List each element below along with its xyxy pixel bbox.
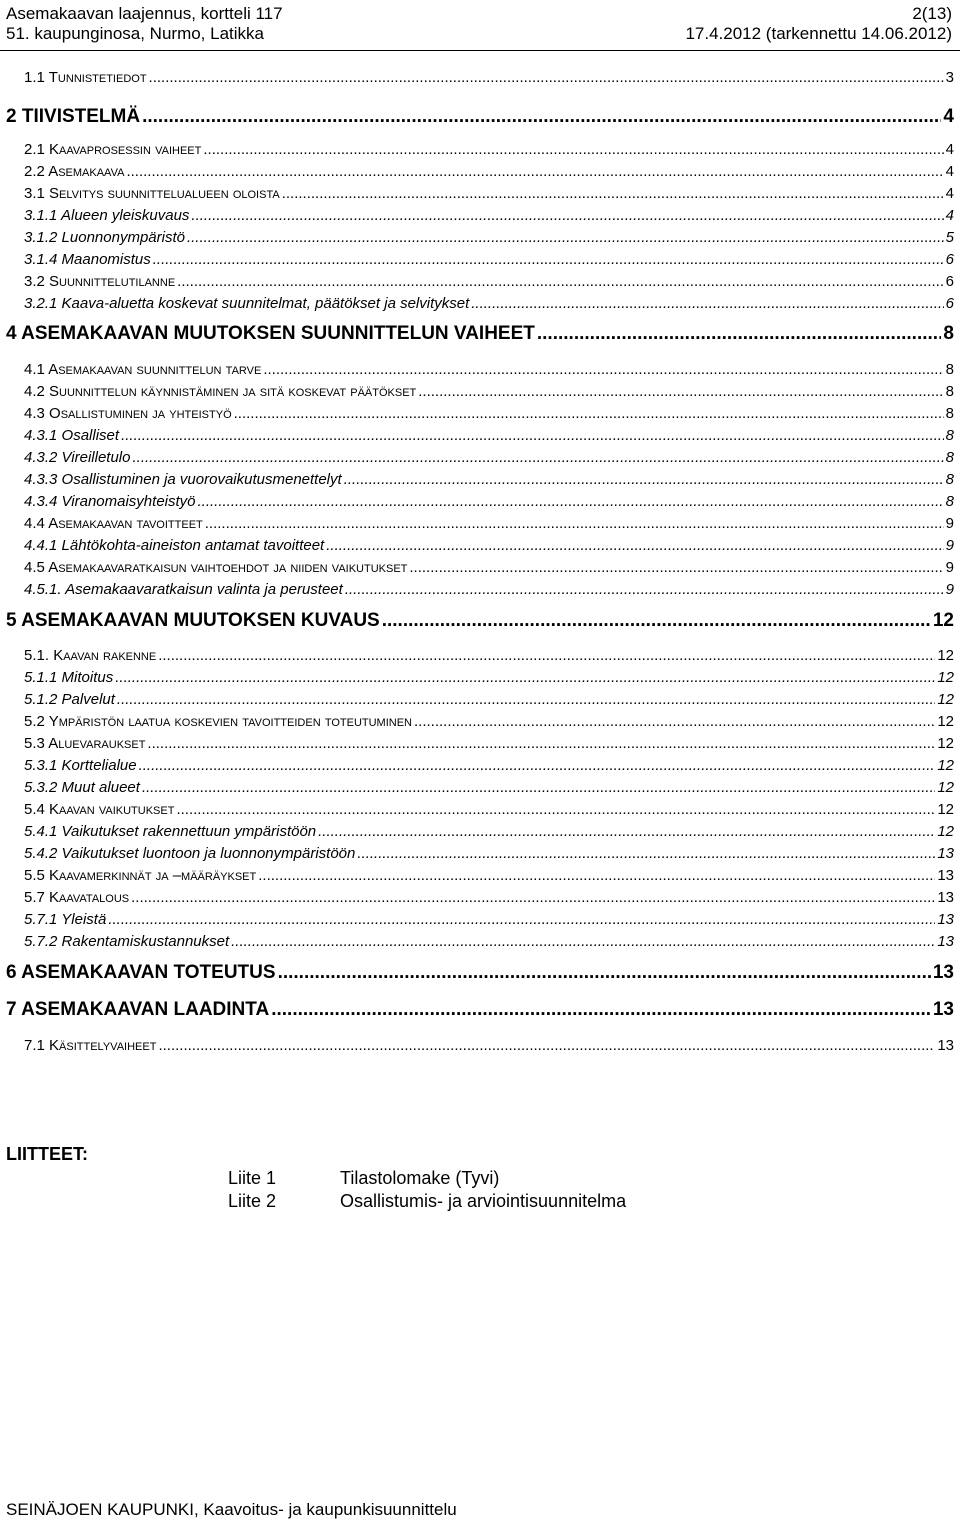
toc-entry-label [24, 470, 342, 490]
header-subtitle: 51. kaupunginosa, Nurmo, Latikka [6, 24, 264, 43]
toc-entry-page: 4 [943, 106, 954, 127]
toc-entry-label [24, 272, 175, 292]
toc-leader-dots [158, 1036, 935, 1056]
toc-entry-number: 1.1 [24, 69, 45, 86]
toc-entry-label [6, 997, 269, 1023]
toc-entry-page: 13 [937, 845, 954, 862]
toc-entry-page: 13 [937, 911, 954, 928]
toc-entry[interactable] [24, 844, 954, 864]
toc-leader-dots [115, 668, 935, 688]
toc-entry-label [24, 206, 189, 226]
toc-entry-page: 4 [945, 207, 954, 224]
toc-entry[interactable] [6, 608, 954, 634]
toc-entry[interactable] [24, 910, 954, 930]
toc-entry-number: 6 [6, 962, 17, 983]
toc-entry-number: 4.1 [24, 361, 45, 378]
toc-entry-title: Osallistuminen ja yhteistyö [49, 405, 232, 422]
toc-entry-label [24, 778, 140, 798]
toc-entry-label [24, 646, 156, 666]
toc-entry-title: Osallistuminen ja vuorovaikutusmenettelyt [61, 471, 342, 488]
toc-leader-dots [158, 646, 935, 666]
toc-entry-label [24, 250, 151, 270]
toc-entry-label [24, 68, 147, 88]
toc-entry-page: 9 [945, 559, 954, 576]
toc-entry-title: ASEMAKAAVAN MUUTOKSEN KUVAUS [21, 610, 380, 631]
toc-leader-dots [191, 206, 943, 226]
toc-entry[interactable] [24, 162, 954, 182]
toc-entry-number: 4.3.3 [24, 471, 58, 488]
header-page-number: 2(13) [912, 4, 952, 23]
toc-entry-number: 5.4 [24, 801, 45, 818]
toc-entry-page: 12 [937, 691, 954, 708]
toc-entry[interactable] [24, 646, 954, 666]
toc-entry-label [24, 756, 137, 776]
toc-entry-page: 12 [937, 801, 954, 818]
toc-leader-dots [147, 734, 935, 754]
toc-entry-label [24, 712, 412, 732]
toc-entry-title: Palvelut [61, 691, 115, 708]
toc-entry-page: 13 [932, 999, 954, 1020]
attachment-label: Liite 1 [228, 1168, 277, 1188]
toc-leader-dots [203, 140, 943, 160]
toc-entry[interactable] [24, 360, 954, 380]
toc-leader-dots [414, 712, 935, 732]
toc-entry-title: Asemakaavan tavoitteet [48, 515, 203, 532]
toc-leader-dots [344, 470, 944, 490]
toc-entry-number: 5 [6, 610, 17, 631]
toc-entry-number: 3.1.4 [24, 251, 58, 268]
toc-leader-dots [187, 228, 944, 248]
toc-entry[interactable] [6, 104, 954, 130]
toc-entry-title: Kaavan rakenne [53, 647, 157, 664]
toc-entry[interactable] [24, 140, 954, 160]
toc-entry-number: 5.7 [24, 889, 45, 906]
toc-entry[interactable] [24, 690, 954, 710]
toc-entry[interactable] [24, 250, 954, 270]
toc-entry[interactable] [24, 888, 954, 908]
toc-entry-page: 13 [937, 933, 954, 950]
header-rule [0, 50, 960, 51]
toc-entry-page: 4 [945, 185, 954, 202]
toc-entry-number: 2.2 [24, 163, 45, 180]
toc-entry-label [24, 514, 203, 534]
toc-entry[interactable] [24, 382, 954, 402]
toc-entry-number: 3.1 [24, 185, 45, 202]
toc-leader-dots [537, 321, 942, 347]
toc-entry-page: 13 [932, 962, 954, 983]
toc-entry-number: 7 [6, 999, 17, 1020]
toc-entry-number: 5.7.2 [24, 933, 58, 950]
toc-entry-page: 12 [937, 647, 954, 664]
toc-entry-label [24, 910, 106, 930]
toc-entry[interactable] [24, 558, 954, 578]
toc-leader-dots [345, 580, 944, 600]
toc-entry-title: Vaikutukset rakennettuun ympäristöön [61, 823, 317, 840]
toc-entry-page: 13 [937, 867, 954, 884]
toc-entry-number: 5.1.1 [24, 669, 58, 686]
toc-leader-dots [263, 360, 943, 380]
toc-entry-label [6, 960, 276, 986]
toc-entry[interactable] [24, 470, 954, 490]
toc-entry[interactable] [24, 294, 954, 314]
toc-entry[interactable] [24, 536, 954, 556]
toc-entry-title: Selvitys suunnittelualueen oloista [49, 185, 280, 202]
toc-entry-page: 8 [945, 427, 954, 444]
toc-leader-dots [126, 162, 943, 182]
toc-entry-page: 4 [945, 163, 954, 180]
toc-entry-label [24, 140, 201, 160]
toc-entry-title: Maanomistus [61, 251, 151, 268]
toc-entry[interactable] [6, 997, 954, 1023]
toc-leader-dots [357, 844, 935, 864]
toc-entry-page: 12 [937, 669, 954, 686]
toc-entry-page: 8 [945, 493, 954, 510]
toc-entry[interactable] [24, 580, 954, 600]
toc-entry-label [24, 404, 232, 424]
toc-leader-dots [149, 68, 944, 88]
toc-entry-title: Käsittelyvaiheet [49, 1037, 157, 1054]
toc-leader-dots [108, 910, 935, 930]
toc-entry-label [24, 426, 119, 446]
toc-entry-page: 9 [945, 515, 954, 532]
toc-entry-title: Rakentamiskustannukset [61, 933, 230, 950]
toc-entry-page: 9 [945, 537, 954, 554]
toc-entry-label [24, 866, 256, 886]
toc-leader-dots [205, 514, 944, 534]
toc-entry-title: Asemakaava [48, 163, 125, 180]
toc-entry-number: 5.4.2 [24, 845, 58, 862]
toc-entry[interactable] [24, 426, 954, 446]
toc-entry-label [6, 608, 380, 634]
toc-leader-dots [234, 404, 944, 424]
toc-entry-title: Asemakaavaratkaisun vaihtoehdot ja niiden vaikutukset [48, 559, 408, 576]
toc-entry-page: 3 [945, 69, 954, 86]
toc-entry-page: 8 [945, 471, 954, 488]
toc-entry-number: 5.1.2 [24, 691, 58, 708]
header-title: Asemakaavan laajennus, kortteli 117 [6, 4, 283, 23]
toc-entry-number: 4.4 [24, 515, 45, 532]
toc-entry-label [24, 690, 115, 710]
toc-entry-page: 9 [945, 581, 954, 598]
toc-entry-label [24, 580, 343, 600]
header-date: 17.4.2012 (tarkennettu 14.06.2012) [685, 24, 952, 43]
toc-entry-number: 5.7.1 [24, 911, 58, 928]
toc-entry-title: Luonnonympäristö [61, 229, 185, 246]
toc-entry-page: 12 [937, 735, 954, 752]
toc-entry[interactable] [24, 778, 954, 798]
toc-entry[interactable] [24, 734, 954, 754]
toc-entry-title: Osalliset [61, 427, 120, 444]
toc-entry-label [24, 1036, 156, 1056]
toc-leader-dots [198, 492, 944, 512]
toc-entry-number: 4.3.1 [24, 427, 58, 444]
toc-entry-title: Kaavamerkinnät ja –määräykset [49, 867, 257, 884]
page-footer: SEINÄJOEN KAUPUNKI, Kaavoitus- ja kaupunkisuunnittelu [6, 1500, 457, 1519]
toc-entry-number: 5.3.2 [24, 779, 58, 796]
toc-entry-label [24, 382, 416, 402]
toc-entry-number: 4.5 [24, 559, 45, 576]
toc-entry-label [24, 558, 407, 578]
toc-entry-number: 4.3.4 [24, 493, 58, 510]
toc-entry[interactable] [24, 1036, 954, 1056]
toc-entry-label [24, 492, 196, 512]
toc-entry-number: 4.4.1 [24, 537, 58, 554]
toc-entry-title: Suunnittelutilanne [49, 273, 176, 290]
toc-entry-page: 13 [937, 889, 954, 906]
toc-entry-page: 6 [945, 251, 954, 268]
toc-entry-title: Mitoitus [61, 669, 114, 686]
toc-entry-page: 12 [937, 779, 954, 796]
toc-entry-label [6, 321, 535, 347]
toc-entry-page: 13 [937, 1037, 954, 1054]
toc-entry-page: 6 [945, 295, 954, 312]
toc-entry-title: Alueen yleiskuvaus [61, 207, 190, 224]
toc-entry-title: TIIVISTELMÄ [21, 106, 141, 127]
toc-entry-number: 3.2.1 [24, 295, 58, 312]
attachment-title: Tilastolomake (Tyvi) [340, 1168, 500, 1188]
toc-leader-dots [278, 960, 931, 986]
toc-entry-page: 8 [945, 405, 954, 422]
toc-entry[interactable] [24, 184, 954, 204]
toc-entry-label [24, 888, 129, 908]
toc-entry-label [24, 294, 469, 314]
toc-entry-title: Vireilletulo [61, 449, 131, 466]
toc-entry-number: 5.2 [24, 713, 45, 730]
toc-entry-label [6, 104, 140, 130]
toc-entry-number: 4.5.1. [24, 581, 62, 598]
toc-entry-title: Viranomaisyhteistyö [61, 493, 196, 510]
toc-entry[interactable] [24, 272, 954, 292]
toc-entry-label [24, 734, 145, 754]
toc-entry-page: 8 [945, 361, 954, 378]
toc-leader-dots [282, 184, 944, 204]
toc-entry-title: Kaavan vaikutukset [49, 801, 175, 818]
toc-entry-title: Asemakaavan suunnittelun tarve [48, 361, 262, 378]
toc-leader-dots [382, 608, 931, 634]
attachments-heading: LIITTEET: [6, 1144, 88, 1164]
toc-entry-title: Tunnistetiedot [48, 69, 147, 86]
toc-leader-dots [471, 294, 943, 314]
toc-entry-title: Asemakaavaratkaisun valinta ja perusteet [65, 581, 343, 598]
toc-entry-page: 8 [943, 323, 954, 344]
toc-entry-page: 12 [937, 757, 954, 774]
attachment-label: Liite 2 [228, 1191, 277, 1211]
toc-entry-label [24, 822, 316, 842]
toc-entry-page: 12 [937, 713, 954, 730]
toc-entry-label [24, 184, 280, 204]
toc-entry-page: 4 [945, 141, 954, 158]
toc-entry-page: 12 [937, 823, 954, 840]
toc-entry-label [24, 932, 229, 952]
toc-entry[interactable] [24, 756, 954, 776]
toc-entry-number: 2.1 [24, 141, 45, 158]
toc-leader-dots [121, 426, 944, 446]
toc-leader-dots [131, 888, 935, 908]
toc-entry-page: 5 [945, 229, 954, 246]
toc-entry-page: 8 [945, 383, 954, 400]
toc-entry[interactable] [24, 68, 954, 88]
toc-entry[interactable] [24, 668, 954, 688]
toc-entry[interactable] [24, 866, 954, 886]
toc-leader-dots [142, 104, 941, 130]
toc-entry-title: Korttelialue [61, 757, 137, 774]
toc-entry-title: Aluevaraukset [48, 735, 146, 752]
toc-entry-title: Ympäristön laatua koskevien tavoitteiden toteutuminen [48, 713, 412, 730]
toc-entry[interactable] [24, 206, 954, 226]
toc-leader-dots [326, 536, 943, 556]
toc-leader-dots [318, 822, 935, 842]
toc-entry-title: Kaavaprosessin vaiheet [49, 141, 202, 158]
toc-entry[interactable] [24, 448, 954, 468]
toc-entry-label [24, 162, 124, 182]
toc-entry[interactable] [24, 932, 954, 952]
toc-leader-dots [177, 272, 943, 292]
attachment-title: Osallistumis- ja arviointisuunnitelma [340, 1191, 627, 1211]
toc-leader-dots [258, 866, 935, 886]
toc-entry[interactable] [24, 404, 954, 424]
toc-entry-number: 4.3 [24, 405, 45, 422]
toc-entry-number: 5.3.1 [24, 757, 58, 774]
toc-entry-number: 4.2 [24, 383, 45, 400]
toc-entry-number: 5.4.1 [24, 823, 58, 840]
toc-entry[interactable] [24, 228, 954, 248]
toc-leader-dots [153, 250, 944, 270]
toc-entry[interactable] [24, 822, 954, 842]
toc-entry-title: Kaava-aluetta koskevat suunnitelmat, päätökset ja selvitykset [61, 295, 470, 312]
toc-entry-number: 5.1. [24, 647, 50, 664]
toc-entry-number: 7.1 [24, 1037, 45, 1054]
toc-entry-number: 3.2 [24, 273, 45, 290]
toc-entry-label [24, 448, 130, 468]
toc-entry-title: Muut alueet [61, 779, 140, 796]
toc-entry[interactable] [6, 960, 954, 986]
toc-entry[interactable] [24, 514, 954, 534]
toc-entry-number: 3.1.2 [24, 229, 58, 246]
toc-entry[interactable] [24, 492, 954, 512]
toc-leader-dots [231, 932, 935, 952]
toc-entry-page: 6 [945, 273, 954, 290]
toc-entry[interactable] [24, 800, 954, 820]
toc-entry-label [24, 844, 355, 864]
toc-entry[interactable] [24, 712, 954, 732]
toc-leader-dots [142, 778, 935, 798]
toc-entry-label [24, 360, 261, 380]
toc-leader-dots [176, 800, 935, 820]
toc-entry-label [24, 228, 185, 248]
toc-entry-title: Vaikutukset luontoon ja luonnonympäristöön [61, 845, 356, 862]
toc-leader-dots [271, 997, 931, 1023]
toc-leader-dots [117, 690, 935, 710]
toc-entry-number: 5.3 [24, 735, 45, 752]
toc-leader-dots [418, 382, 943, 402]
toc-entry-number: 5.5 [24, 867, 45, 884]
toc-entry-title: ASEMAKAAVAN TOTEUTUS [21, 962, 276, 983]
toc-entry-page: 12 [932, 610, 954, 631]
toc-entry-page: 8 [945, 449, 954, 466]
toc-entry-label [24, 668, 113, 688]
toc-entry-title: Yleistä [61, 911, 107, 928]
toc-entry-title: Kaavatalous [49, 889, 130, 906]
toc-leader-dots [132, 448, 943, 468]
toc-entry-label [24, 536, 324, 556]
toc-entry-title: ASEMAKAAVAN LAADINTA [21, 999, 270, 1020]
toc-entry[interactable] [6, 321, 954, 347]
toc-entry-label [24, 800, 174, 820]
toc-leader-dots [409, 558, 943, 578]
toc-leader-dots [139, 756, 936, 776]
toc-entry-number: 4.3.2 [24, 449, 58, 466]
toc-entry-title: Lähtökohta-aineiston antamat tavoitteet [61, 537, 325, 554]
toc-entry-number: 4 [6, 323, 17, 344]
toc-entry-title: Suunnittelun käynnistäminen ja sitä koskevat päätökset [49, 383, 417, 400]
toc-entry-title: ASEMAKAAVAN MUUTOKSEN SUUNNITTELUN VAIHEET [21, 323, 535, 344]
toc-entry-number: 3.1.1 [24, 207, 58, 224]
toc-entry-number: 2 [6, 106, 17, 127]
